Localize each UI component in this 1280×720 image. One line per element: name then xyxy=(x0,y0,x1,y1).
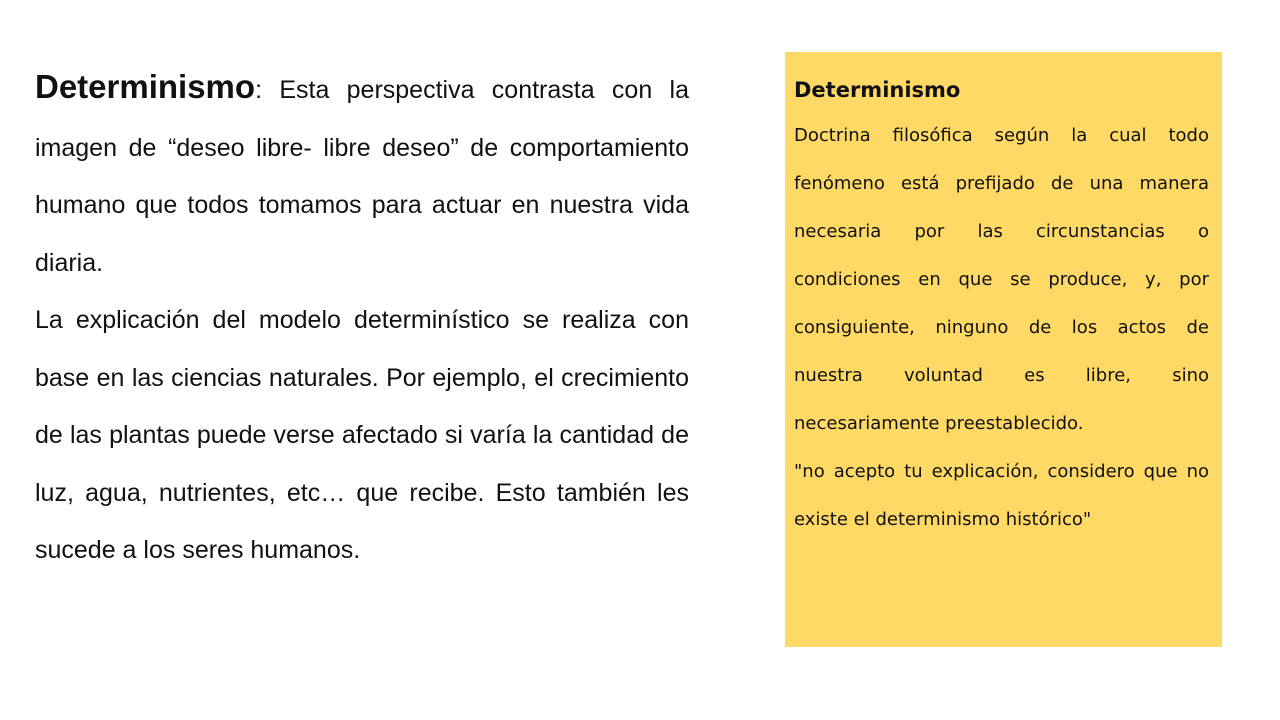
paragraph-intro xyxy=(35,58,689,292)
term-heading: Determinismo xyxy=(35,68,256,105)
definition-text: Doctrina filosófica según la cual todo fenómeno está prefijado de una manera necesaria por las circunstancias o condiciones en que se produce, y, por consiguiente, ninguno de los actos de nuestra voluntad es libre, sino necesariamente preestablecido. xyxy=(794,125,1209,434)
term-colon: : xyxy=(255,76,263,104)
definition-box xyxy=(785,52,1222,647)
paragraph-explanation: La explicación del modelo determinístico se realiza con base en las ciencias naturales. Por ejemplo, el crecimiento de las plantas puede verse afectado si varía la cantidad de luz, agua, nutrientes, etc… que recibe. Esto también les sucede a los seres humanos. xyxy=(35,306,689,564)
main-text-block xyxy=(35,58,689,580)
definition-quote: "no acepto tu explicación, considero que no existe el determinismo histórico" xyxy=(794,461,1209,530)
definition-title: Determinismo xyxy=(794,78,961,102)
paragraph-intro-text: Esta perspectiva contrasta con la imagen de “deseo libre- libre deseo” de comportamiento humano que todos tomamos para actuar en nuestra vida diaria. xyxy=(35,76,689,277)
